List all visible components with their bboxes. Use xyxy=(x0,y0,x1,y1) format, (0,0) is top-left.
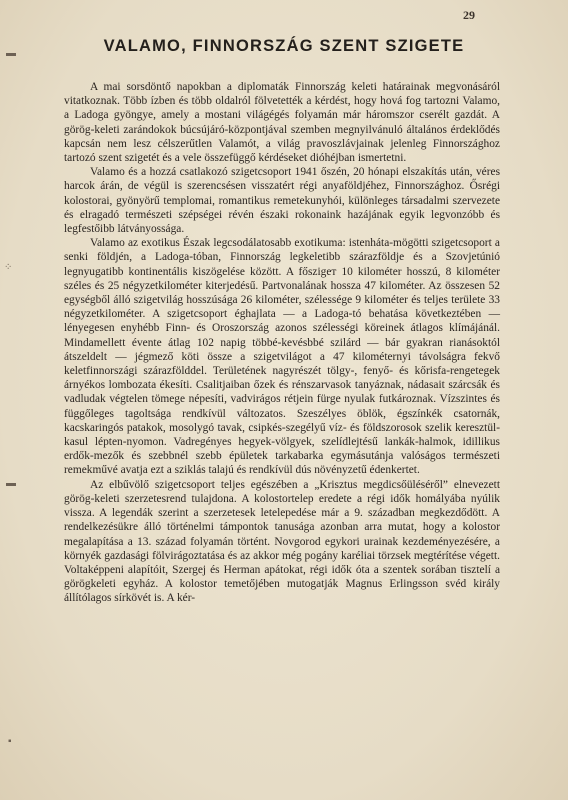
page-number: 29 xyxy=(463,8,475,22)
paragraph: Valamo és a hozzá csatlakozó szigetcsoport 1941 őszén, 20 hónapi elszakítás után, véres harcok árán, de végül is szerencsésen visszatért régi anyaföldjéhez, Finnországhoz. Ősrégi kolostorai, gyönyörű templomai, romantikus remetekunyhói, különleges társadalmi szervezete és elragadó természeti szépségei révén északi rokonaink hazájának egyik legvonzóbb és legfestőibb látványossága. xyxy=(64,166,500,236)
paragraph: Valamo az exotikus Észak legcsodálatosabb exotikuma: istenháta-mögötti szigetcsoport a senki földjén, a Ladoga-tóban, Finnország legkeletibb szárazföldje és a Szovjetúnió legnyugatibb kontinentális kiszögelése között. A főszigeт 10 kilométer hosszú, 8 kilométer széles és 25 négyzetkilométer kiterjedésű. Partvonalának hossza 47 kilométer. Az összesen 52 egységből álló szigetvilág hosszúsága 26 kilométer, szélessége 9 kilométer és teljes területe 33 négyzetkilométer. A szigetcsoport éghajlata — a Ladoga-tó behatása következtében — lényegesen enyhébb Finn- és Oroszország azonos szélességi köreinek átlagos klímájánál. Mindamellett évente átlag 102 napig többé-kevésbbé szilárd — bár gyakran rianásoktól átszeldelt — jégmező köti össze a szigetvilágot a 47 kilométernyi távolságra fekvő keletfinnországi szárazfölddel. Területének nagyrészét tölgy-, fenyő- és kőrisfa-rengetegek árnyékos lombozata ékesíti. Csalitjaiban őzek és rénszarvasok tanyáznak, nádasait szárcsák és vadludak végtelen tömege népesíti, vadvirágos rétjein fürge nyulak futkároznak. Vízszintes és függőleges tagoltsága rendkívül változatos. Szeszélyes öblök, égszínkék csatornák, kacskaringós patakok, mosolygó tavak, csipkés-szegélyű víz- és földszorosok szelik keresztül-kasul lépten-nyomon. Vadregényes hegyek-völgyek, szelídlejtésű lankák-halmok, idillikus erdők-mezők és szebbnél szebb épületek tarkabarka egymásutánja valóságos természeti remekművé avatja ezt a sziklás talajú és rendkívül dús növényzetű édenkertet. xyxy=(64,237,500,477)
paragraph: Az elbűvölő szigetcsoport teljes egészében a „Krisztus megdicsőüléséről” elnevezett görög-keleti szerzetesrend tulajdona. A kolostortelep eredete a régi idők homályába nyúlik vissza. A legendák szerint a szerzetesek letelepedése már a 9. században megkezdődött. A rendelkezésükre álló történelmi támpontok tanusága azonban arra mutat, hogy a kolostor megalapítása a 13. század folyamán történt. Novgorod egykori urainak kezdeményezésére, a környék gazdasági fölvirágoztatása és az akkor még pogány karéliai törzsek megtérítése végett. Voltaképpeni alapítóit, Szergej és Herman apátokat, régi idők óta a szentek sorában tisztelí a görögkeleti egyház. A kolostor temetőjében mutogatják Magnus Erlingsson svéd király állítólagos sírkövét is. A kér- xyxy=(64,478,500,605)
paragraph: A mai sorsdöntő napokban a diplomaták Finnország keleti határainak megvonásáról vitatkoznak. Több ízben és több oldalról fölvetették a kérdést, hogy hová fog tartozni Valamo, a Ladoga gyöngye, amely a mostani világégés folyamán már háromszor cserélt gazdát. A görög-keleti zarándokok búcsújáró-központjával szemben megnyilvánuló általános érdeklődés kapcsán nem lesz célszerűtlen Valamót, a világ pravoszlávjainak jelenleg Finnországhoz tartozó szent szigetét és a vele összefüggő kérdéseket dióhéjban ismertetni. xyxy=(64,81,500,165)
margin-mark: ▬ xyxy=(6,478,16,489)
article-body xyxy=(64,80,500,606)
margin-mark: ▬ xyxy=(6,48,16,59)
margin-mark: ⁘ xyxy=(4,262,13,273)
article-title: VALAMO, FINNORSZÁG SZENT SZIGETE xyxy=(103,37,465,55)
margin-mark: ▪ xyxy=(8,736,12,747)
